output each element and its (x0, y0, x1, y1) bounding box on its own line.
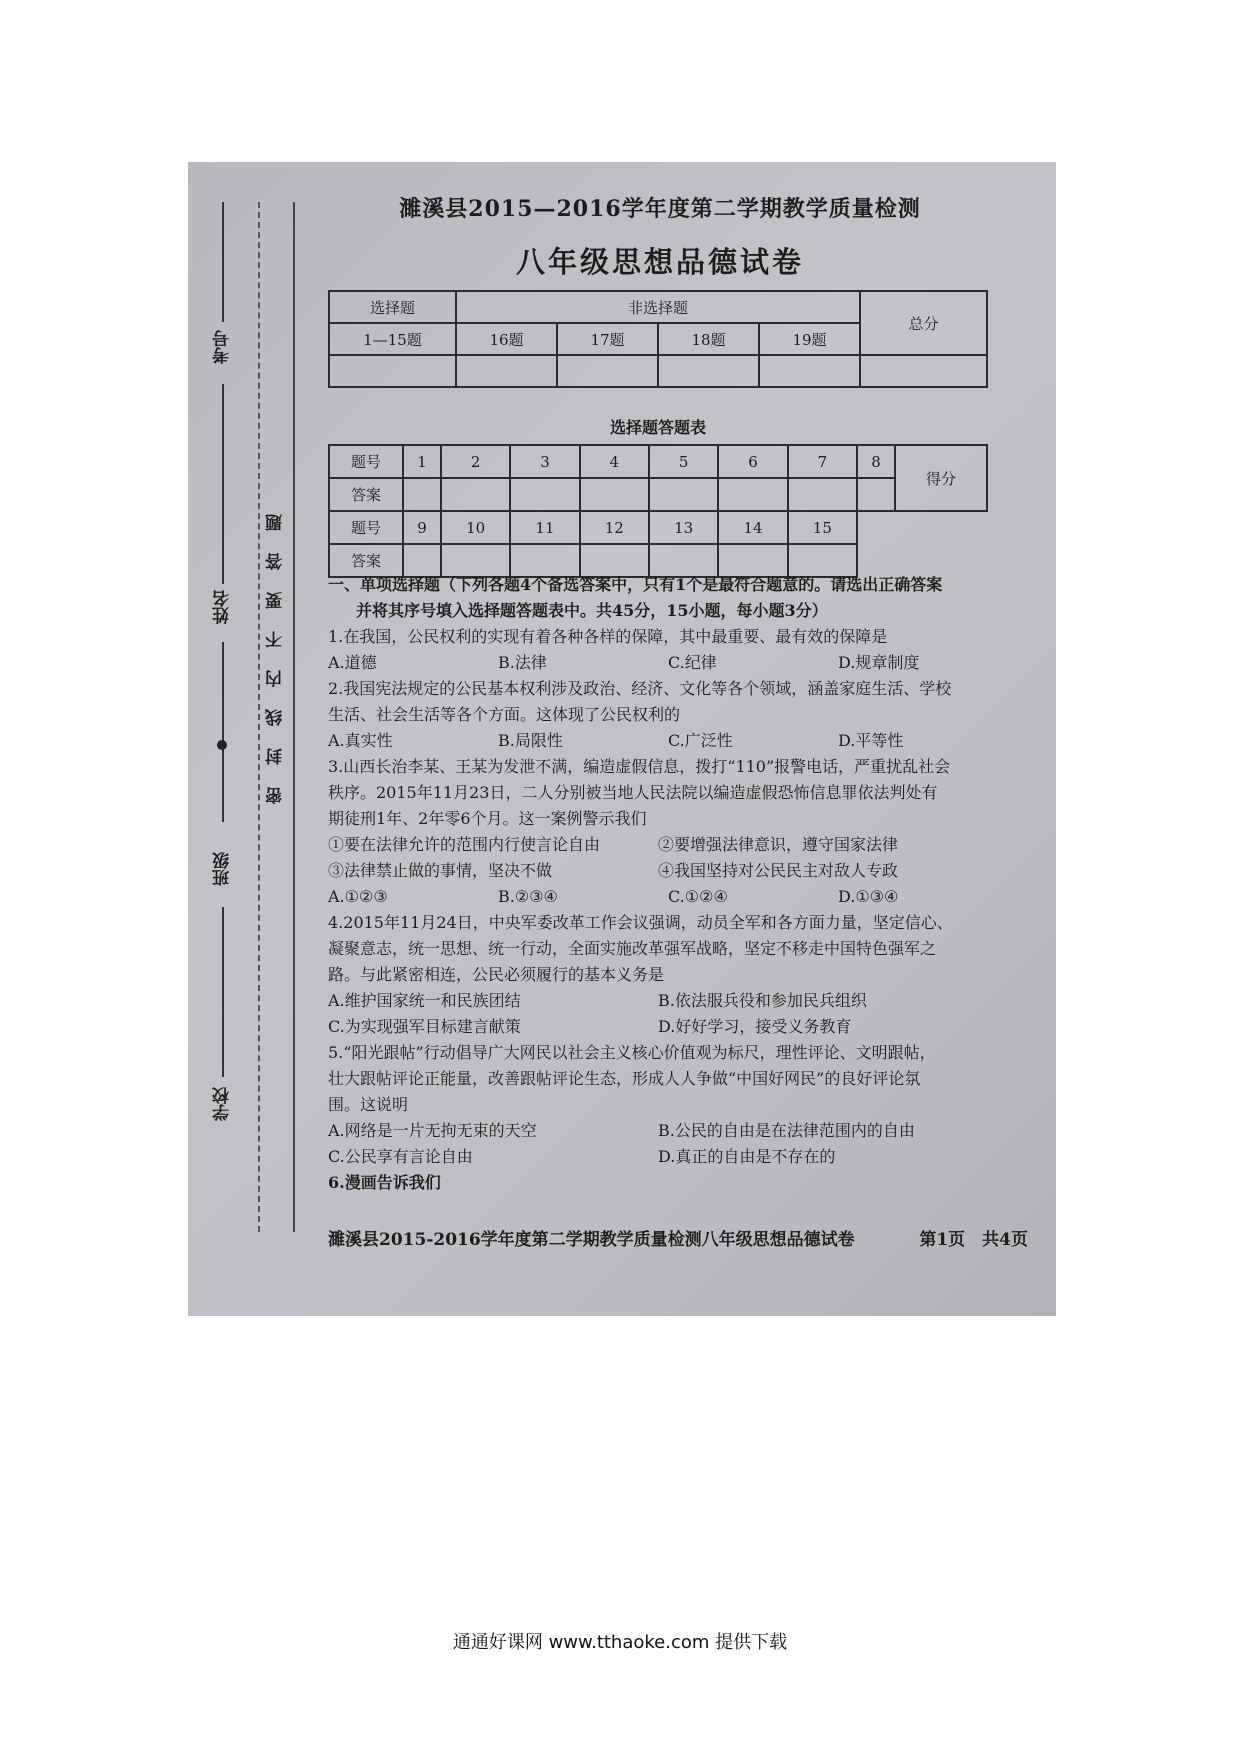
qno-cell: 12 (580, 511, 649, 544)
qno-cell: 8 (857, 445, 895, 478)
q3-stem-cont2: 期徒刑1年、2年零6个月。这一案例警示我们 (328, 809, 647, 828)
questions (328, 572, 1018, 1196)
score-cell (860, 355, 987, 387)
q2-option-d: D.平等性 (838, 731, 904, 750)
q3-option-c: C.①②④ (668, 887, 728, 906)
col-q16: 16题 (456, 323, 557, 355)
score-cell (557, 355, 658, 387)
exam-title: 濉溪县2015—2016学年度第二学期教学质量检测 (399, 196, 921, 222)
q5-stem: 5.“阳光跟帖”行动倡导广大网民以社会主义核心价值观为标尺，理性评论、文明跟帖， (328, 1043, 936, 1062)
section-title-cont: 并将其序号填入选择题答题表中。共45分，15小题，每小题3分） (356, 601, 828, 620)
q4-options-1 (328, 988, 1018, 1014)
q5-stem-cont: 壮大跟帖评论正能量，改善跟帖评论生态，形成人人争做“中国好网民”的良好评论氛 (328, 1069, 921, 1088)
q5-option-c: C.公民享有言论自由 (328, 1147, 473, 1166)
answer-table (328, 444, 988, 578)
q3-statement-4: ④我国坚持对公民民主对敌人专政 (658, 861, 899, 880)
seal-dot (217, 740, 227, 750)
q1-stem: 1.在我国，公民权利的实现有着各种各样的保障，其中最重要、最有效的保障是 (328, 627, 888, 646)
qno-cell: 14 (718, 511, 787, 544)
qno-cell: 6 (718, 445, 787, 478)
q3-statement-3: ③法律禁止做的事情，坚决不做 (328, 861, 553, 880)
class-label: 班级 (213, 852, 233, 886)
exam-subtitle: 八年级思想品德试卷 (515, 245, 804, 279)
school-label: 学校 (213, 1087, 233, 1121)
q3-option-b: B.②③④ (498, 887, 558, 906)
q3-statements-1 (328, 832, 1018, 858)
q2-stem: 2.我国宪法规定的公民基本权利涉及政治、经济、文化等各个领域，涵盖家庭生活、学校 (328, 679, 952, 698)
qno-cell: 15 (788, 511, 857, 544)
q3-stem: 3.山西长治李某、王某为发泄不满，编造虚假信息，拨打“110”报警电话，严重扰乱社会 (328, 757, 951, 776)
score-label: 得分 (895, 445, 987, 511)
qno-cell: 10 (441, 511, 510, 544)
q4-options-2 (328, 1014, 1018, 1040)
exam-no-label: 考号 (213, 330, 233, 364)
q4-option-c: C.为实现强军目标建言献策 (328, 1017, 521, 1036)
q4-option-a: A.维护国家统一和民族团结 (328, 991, 521, 1010)
q3-stem-cont: 秩序。2015年11月23日，二人分别被当地人民法院以编造虚假恐怖信息罪依法判处有 (328, 783, 938, 802)
col-total: 总分 (860, 291, 987, 355)
answer-cell (718, 478, 787, 511)
q1-option-c: C.纪律 (668, 653, 717, 672)
q1-option-b: B.法律 (498, 653, 547, 672)
col-q17: 17题 (557, 323, 658, 355)
answer-label: 答案 (329, 544, 403, 577)
qno-label: 题号 (329, 445, 403, 478)
q2-option-c: C.广泛性 (668, 731, 733, 750)
page-footer (328, 1225, 1028, 1250)
answer-cell (510, 478, 579, 511)
name-label: 姓名 (213, 590, 233, 624)
q4-stem-cont2: 路。与此紧密相连，公民必须履行的基本义务是 (328, 965, 665, 984)
q3-statement-1: ①要在法律允许的范围内行使言论自由 (328, 835, 601, 854)
qno-cell: 2 (441, 445, 510, 478)
score-table (328, 290, 988, 388)
q1-option-a: A.道德 (328, 653, 377, 672)
q4-option-d: D.好好学习，接受义务教育 (658, 1017, 852, 1036)
score-cell (759, 355, 860, 387)
seal-solid-line (293, 202, 295, 1232)
answer-cell (403, 478, 441, 511)
scanned-exam-photo (188, 162, 1056, 1316)
seal-dashed-line (258, 202, 260, 1232)
qno-label: 题号 (329, 511, 403, 544)
qno-cell: 13 (649, 511, 718, 544)
answer-cell (441, 478, 510, 511)
q5-option-b: B.公民的自由是在法律范围内的自由 (658, 1121, 915, 1140)
q6-stem: 6.漫画告诉我们 (328, 1173, 441, 1192)
score-cell (456, 355, 557, 387)
q5-option-a: A.网络是一片无拘无束的天空 (328, 1121, 537, 1140)
qno-cell: 3 (510, 445, 579, 478)
site-footer: 通通好课网 www.tthaoke.com 提供下载 (452, 1632, 788, 1653)
q2-stem-cont: 生活、社会生活等各个方面。这体现了公民权利的 (328, 705, 681, 724)
q5-option-d: D.真正的自由是不存在的 (658, 1147, 836, 1166)
score-cell (658, 355, 759, 387)
q4-option-b: B.依法服兵役和参加民兵组织 (658, 991, 867, 1010)
q5-options-1 (328, 1118, 1018, 1144)
col-choice: 选择题 (329, 291, 456, 323)
col-q19: 19题 (759, 323, 860, 355)
seal-warning: 密封线内不要答题 (266, 492, 286, 804)
q2-option-a: A.真实性 (328, 731, 393, 750)
q5-stem-cont2: 围。这说明 (328, 1095, 409, 1114)
answer-cell (580, 478, 649, 511)
page-number: 第1页 共4页 (919, 1230, 1028, 1250)
qno-cell: 4 (580, 445, 649, 478)
answer-label: 答案 (329, 478, 403, 511)
q5-options-2 (328, 1144, 1018, 1170)
answer-cell (857, 478, 895, 511)
q2-option-b: B.局限性 (498, 731, 563, 750)
qno-cell: 11 (510, 511, 579, 544)
answer-cell (788, 478, 857, 511)
q1-options (328, 650, 1018, 676)
q3-statements-2 (328, 858, 1018, 884)
col-q18: 18题 (658, 323, 759, 355)
q1-option-d: D.规章制度 (838, 653, 920, 672)
qno-cell: 5 (649, 445, 718, 478)
qno-cell: 7 (788, 445, 857, 478)
q3-option-a: A.①②③ (328, 887, 388, 906)
q4-stem: 4.2015年11月24日，中央军委改革工作会议强调，动员全军和各方面力量，坚定信心、 (328, 913, 953, 932)
qno-cell: 1 (403, 445, 441, 478)
q4-stem-cont: 凝聚意志，统一思想、统一行动，全面实施改革强军战略，坚定不移走中国特色强军之 (328, 939, 937, 958)
qno-cell: 9 (403, 511, 441, 544)
answer-cell (649, 478, 718, 511)
q3-statement-2: ②要增强法律意识，遵守国家法律 (658, 835, 899, 854)
q3-options (328, 884, 1018, 910)
section-title: 一、单项选择题（下列各题4个备选答案中，只有1个是最符合题意的。请选出正确答案 (328, 575, 943, 594)
col-q1-15: 1—15题 (329, 323, 456, 355)
score-cell (329, 355, 456, 387)
q2-options (328, 728, 1018, 754)
q3-option-d: D.①③④ (838, 887, 899, 906)
answer-table-caption: 选择题答题表 (609, 418, 706, 437)
footer-text: 濉溪县2015-2016学年度第二学期教学质量检测八年级思想品德试卷 (328, 1230, 855, 1250)
col-non-choice: 非选择题 (456, 291, 860, 323)
